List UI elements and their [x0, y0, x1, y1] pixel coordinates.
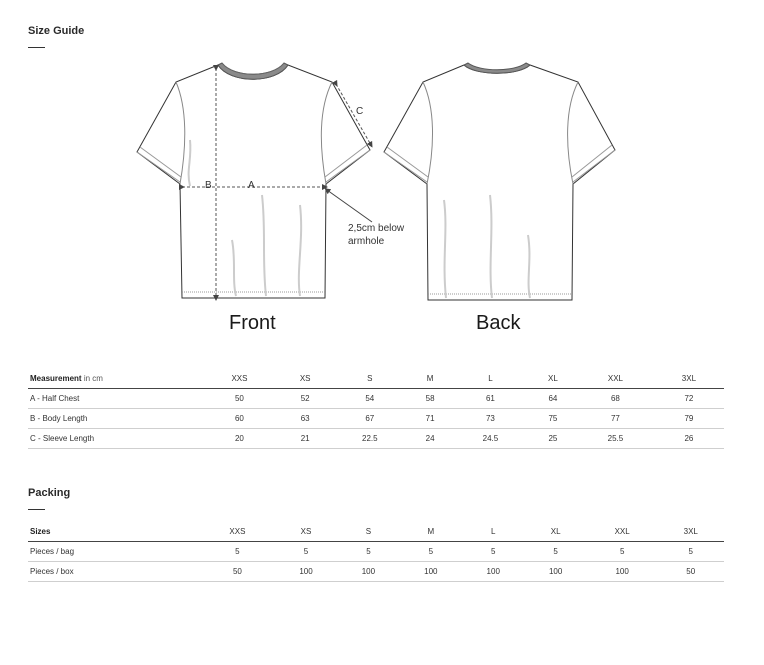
packing-divider	[28, 509, 45, 510]
table-cell: 5	[428, 547, 434, 556]
row-label: Pieces / box	[30, 567, 74, 576]
table-cell: 5	[553, 547, 558, 556]
row-label: C - Sleeve Length	[30, 434, 95, 443]
size-guide-title: Size Guide	[28, 25, 85, 37]
table-cell: 22.5	[362, 434, 378, 443]
size-header: 3XL	[681, 374, 697, 383]
back-tshirt	[384, 63, 615, 300]
armhole-note-line1: 2,5cm below	[348, 223, 405, 234]
back-view-label: Back	[476, 312, 521, 334]
table-cell: 100	[615, 567, 629, 576]
size-header: XL	[548, 374, 558, 383]
label-a: A	[248, 180, 255, 191]
table-cell: 64	[548, 394, 558, 403]
front-view-label: Front	[229, 312, 276, 334]
row-label: A - Half Chest	[30, 394, 80, 403]
armhole-note-line2: armhole	[348, 236, 385, 247]
table-cell: 50	[234, 394, 244, 403]
size-header: S	[367, 374, 373, 383]
table-row	[28, 389, 724, 409]
size-header: XXS	[229, 527, 246, 536]
size-header: XXL	[614, 527, 630, 536]
table-cell: 68	[610, 394, 620, 403]
table-cell: 50	[232, 567, 242, 576]
table-cell: 67	[365, 414, 375, 423]
table-row	[28, 542, 724, 562]
table-cell: 100	[299, 567, 313, 576]
table-row	[28, 409, 724, 429]
label-c: C	[356, 106, 364, 117]
table-cell: 79	[684, 414, 694, 423]
table-cell: 60	[234, 414, 244, 423]
size-header: 3XL	[683, 527, 698, 536]
size-header: L	[491, 527, 496, 536]
measurement-table	[28, 369, 724, 449]
measurement-header-row	[28, 369, 724, 389]
table-cell: 25	[548, 434, 558, 443]
table-cell: 73	[485, 414, 495, 423]
measurement-header-unit: in cm	[83, 374, 103, 383]
packing-header-row	[28, 522, 724, 542]
size-header: M	[427, 527, 435, 536]
packing-header-label: Sizes	[30, 527, 51, 536]
table-cell: 5	[303, 547, 309, 556]
size-header: XXS	[231, 374, 248, 383]
packing-title: Packing	[28, 487, 71, 499]
table-row	[28, 429, 724, 449]
table-cell: 20	[234, 434, 244, 443]
table-cell: 54	[365, 394, 375, 403]
table-cell: 58	[425, 394, 435, 403]
table-cell: 100	[424, 567, 438, 576]
size-header: L	[488, 374, 493, 383]
table-cell: 5	[688, 547, 693, 556]
measurement-header-label: Measurement	[30, 374, 82, 383]
table-cell: 63	[300, 414, 310, 423]
table-cell: 24.5	[482, 434, 499, 443]
table-cell: 25.5	[607, 434, 624, 443]
table-cell: 5	[491, 547, 496, 556]
table-cell: 71	[425, 414, 435, 423]
label-b: B	[205, 180, 212, 191]
size-header: S	[365, 527, 372, 536]
size-header: XS	[299, 374, 311, 383]
table-cell: 5	[619, 547, 625, 556]
size-header: XXL	[607, 374, 623, 383]
table-cell: 72	[684, 394, 694, 403]
table-cell: 52	[300, 394, 310, 403]
table-cell: 100	[361, 567, 376, 576]
table-cell: 50	[686, 567, 696, 576]
table-cell: 75	[548, 414, 558, 423]
table-cell: 26	[684, 434, 694, 443]
table-cell: 24	[425, 434, 435, 443]
row-label: Pieces / bag	[30, 547, 75, 556]
table-cell: 100	[486, 567, 500, 576]
size-header: XS	[300, 527, 312, 536]
size-header: XL	[550, 527, 561, 536]
table-row	[28, 562, 724, 582]
measurement-header-cell	[28, 369, 200, 389]
size-header: M	[426, 374, 434, 383]
table-cell: 5	[366, 547, 371, 556]
table-cell: 61	[485, 394, 495, 403]
packing-table	[28, 522, 724, 582]
table-cell: 21	[300, 434, 310, 443]
table-cell: 77	[610, 414, 620, 423]
table-cell: 100	[548, 567, 563, 576]
row-label: B - Body Length	[30, 414, 88, 423]
table-cell: 5	[235, 547, 240, 556]
